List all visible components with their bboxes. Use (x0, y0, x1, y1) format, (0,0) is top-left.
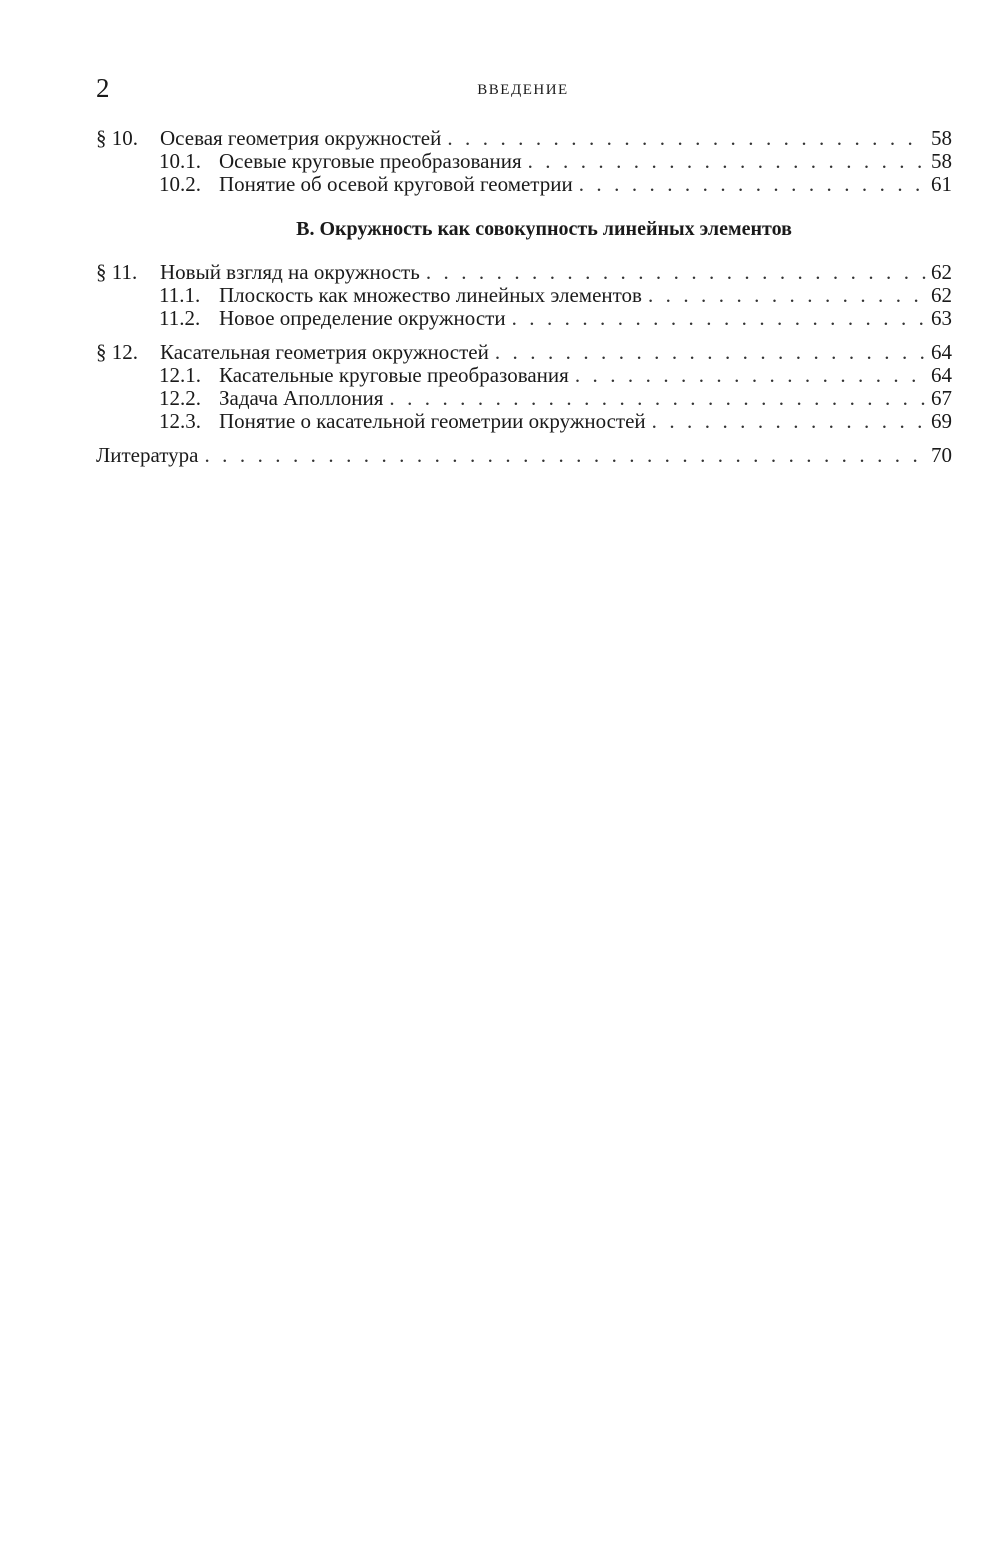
dot-leader (389, 387, 926, 410)
toc-entry-page: 63 (931, 306, 952, 330)
toc-entry-title: Новый взгляд на окружность (160, 260, 420, 284)
toc-entry-title: Понятие об осевой круговой геометрии (219, 172, 573, 196)
toc-entry-12-2[interactable] (96, 387, 952, 410)
section-spacer (96, 433, 952, 444)
toc-entry-section-11[interactable] (96, 261, 952, 284)
toc-entry-12-1[interactable] (96, 364, 952, 387)
toc-entry-12-3[interactable] (96, 410, 952, 433)
toc-entry-page: 64 (931, 363, 952, 387)
toc-entry-page: 67 (931, 386, 952, 410)
toc-entry-number: § 12. (96, 340, 138, 364)
dot-leader (512, 307, 926, 330)
toc-entry-page: 70 (931, 443, 952, 467)
toc-entry-page: 69 (931, 409, 952, 433)
dot-leader (648, 284, 926, 307)
dot-leader (575, 364, 926, 387)
toc-entry-title: Плоскость как множество линейных элементов (219, 283, 642, 307)
running-head: ВВЕДЕНИЕ (477, 82, 569, 98)
toc-entry-number: 11.1. (159, 283, 201, 307)
dot-leader (426, 261, 926, 284)
dot-leader (204, 444, 926, 467)
toc-entry-title: Новое определение окружности (219, 306, 506, 330)
toc-entry-title: Понятие о касательной геометрии окружностей (219, 409, 646, 433)
part-heading: В. Окружность как совокупность линейных элементов (296, 218, 792, 240)
toc-entry-title: Литература (96, 443, 199, 467)
page-number: 2 (96, 73, 110, 103)
toc-entry-page: 64 (931, 340, 952, 364)
toc-entry-11-1[interactable] (96, 284, 952, 307)
toc-entry-page: 58 (931, 149, 952, 173)
toc-entry-page: 58 (931, 126, 952, 150)
toc-entry-title: Осевые круговые преобразования (219, 149, 522, 173)
dot-leader (495, 341, 926, 364)
toc-entry-page: 62 (931, 283, 952, 307)
toc-entry-number: 12.1. (159, 363, 201, 387)
toc-entry-number: 12.3. (159, 409, 201, 433)
dot-leader (652, 410, 926, 433)
dot-leader (528, 150, 926, 173)
toc-entry-title: Касательная геометрия окружностей (160, 340, 489, 364)
toc-entry-number: § 11. (96, 260, 138, 284)
toc-entry-page: 61 (931, 172, 952, 196)
toc-entry-title: Касательные круговые преобразования (219, 363, 569, 387)
toc-entry-number: 11.2. (159, 306, 201, 330)
table-of-contents (96, 127, 952, 467)
toc-entry-11-2[interactable] (96, 307, 952, 330)
toc-entry-10-2[interactable] (96, 173, 952, 196)
dot-leader (447, 127, 926, 150)
toc-entry-title: Осевая геометрия окружностей (160, 126, 442, 150)
toc-entry-section-12[interactable] (96, 341, 952, 364)
toc-entry-page: 62 (931, 260, 952, 284)
dot-leader (579, 173, 926, 196)
toc-entry-title: Задача Аполлония (219, 386, 384, 410)
toc-entry-number: 12.2. (159, 386, 201, 410)
toc-entry-number: 10.2. (159, 172, 201, 196)
toc-entry-10-1[interactable] (96, 150, 952, 173)
toc-entry-literature[interactable] (96, 444, 952, 467)
toc-entry-section-10[interactable] (96, 127, 952, 150)
toc-entry-number: § 10. (96, 126, 138, 150)
toc-entry-number: 10.1. (159, 149, 201, 173)
